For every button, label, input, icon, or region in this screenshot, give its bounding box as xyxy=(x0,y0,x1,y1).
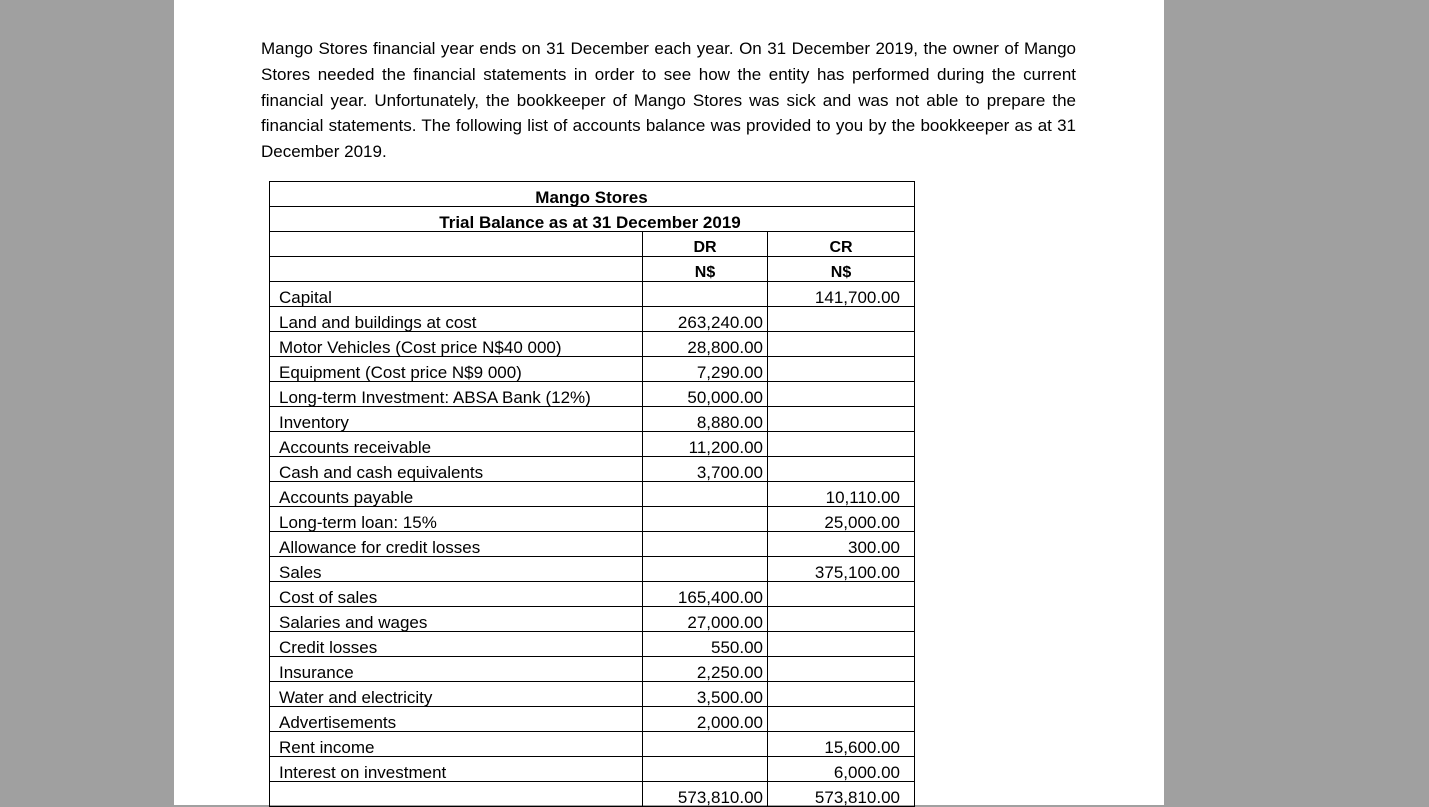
table-row xyxy=(270,382,915,407)
table-row xyxy=(270,657,915,682)
credit-amount: 10,110.00 xyxy=(768,482,915,507)
credit-amount: 15,600.00 xyxy=(768,732,915,757)
debit-amount: 28,800.00 xyxy=(643,332,768,357)
total-debit: 573,810.00 xyxy=(643,782,768,807)
account-name: Salaries and wages xyxy=(270,607,643,632)
document-page xyxy=(174,0,1164,805)
table-row xyxy=(270,607,915,632)
account-name: Long-term loan: 15% xyxy=(270,507,643,532)
credit-amount xyxy=(768,682,915,707)
debit-amount: 3,700.00 xyxy=(643,457,768,482)
account-name: Credit losses xyxy=(270,632,643,657)
credit-amount xyxy=(768,657,915,682)
debit-amount xyxy=(643,732,768,757)
credit-amount xyxy=(768,607,915,632)
table-row xyxy=(270,357,915,382)
credit-amount: 6,000.00 xyxy=(768,757,915,782)
debit-amount xyxy=(643,557,768,582)
account-name: Allowance for credit losses xyxy=(270,532,643,557)
subtitle-row xyxy=(270,207,915,232)
credit-amount xyxy=(768,407,915,432)
account-name: Capital xyxy=(270,282,643,307)
credit-amount xyxy=(768,632,915,657)
cr-currency: N$ xyxy=(768,257,915,282)
currency-blank xyxy=(270,257,643,282)
debit-amount xyxy=(643,757,768,782)
dr-header: DR xyxy=(643,232,768,257)
credit-amount: 375,100.00 xyxy=(768,557,915,582)
debit-amount: 165,400.00 xyxy=(643,582,768,607)
table-row xyxy=(270,632,915,657)
account-name: Equipment (Cost price N$9 000) xyxy=(270,357,643,382)
credit-amount: 300.00 xyxy=(768,532,915,557)
title-row xyxy=(270,182,915,207)
credit-amount: 25,000.00 xyxy=(768,507,915,532)
header-blank xyxy=(270,232,643,257)
debit-amount: 11,200.00 xyxy=(643,432,768,457)
table-row xyxy=(270,332,915,357)
trial-balance-table xyxy=(269,181,915,807)
credit-amount xyxy=(768,707,915,732)
table-row xyxy=(270,557,915,582)
account-name: Insurance xyxy=(270,657,643,682)
account-name: Land and buildings at cost xyxy=(270,307,643,332)
credit-amount xyxy=(768,382,915,407)
debit-amount: 3,500.00 xyxy=(643,682,768,707)
dr-currency: N$ xyxy=(643,257,768,282)
account-name: Cash and cash equivalents xyxy=(270,457,643,482)
total-row xyxy=(270,782,915,807)
debit-amount xyxy=(643,282,768,307)
credit-amount xyxy=(768,307,915,332)
intro-paragraph: Mango Stores financial year ends on 31 December each year. On 31 December 2019, the owner of Mango Stores needed the financial statements in order to see how the entity has performed during the current financial year. Unfortunately, the bookkeeper of Mango Stores was sick and was not able to prepare the financial statements. The following list of accounts balance was provided to you by the bookkeeper as at 31 December 2019. xyxy=(261,39,1076,162)
credit-amount xyxy=(768,582,915,607)
table-row xyxy=(270,582,915,607)
credit-amount xyxy=(768,432,915,457)
account-name: Interest on investment xyxy=(270,757,643,782)
account-name: Cost of sales xyxy=(270,582,643,607)
account-name: Inventory xyxy=(270,407,643,432)
account-name: Accounts payable xyxy=(270,482,643,507)
table-title: Mango Stores xyxy=(270,182,915,207)
total-label-blank xyxy=(270,782,643,807)
debit-amount: 50,000.00 xyxy=(643,382,768,407)
table-row xyxy=(270,532,915,557)
account-name: Accounts receivable xyxy=(270,432,643,457)
table-row xyxy=(270,707,915,732)
debit-amount xyxy=(643,507,768,532)
table-row xyxy=(270,407,915,432)
total-credit: 573,810.00 xyxy=(768,782,915,807)
credit-amount xyxy=(768,457,915,482)
table-row xyxy=(270,432,915,457)
debit-amount: 263,240.00 xyxy=(643,307,768,332)
table-row xyxy=(270,282,915,307)
table-row xyxy=(270,732,915,757)
debit-amount: 2,250.00 xyxy=(643,657,768,682)
table-row xyxy=(270,457,915,482)
table-row xyxy=(270,682,915,707)
account-name: Rent income xyxy=(270,732,643,757)
debit-amount: 8,880.00 xyxy=(643,407,768,432)
credit-amount xyxy=(768,332,915,357)
header-row xyxy=(270,232,915,257)
currency-row xyxy=(270,257,915,282)
credit-amount xyxy=(768,357,915,382)
account-name: Water and electricity xyxy=(270,682,643,707)
table-row xyxy=(270,757,915,782)
debit-amount xyxy=(643,532,768,557)
debit-amount: 550.00 xyxy=(643,632,768,657)
cr-header: CR xyxy=(768,232,915,257)
debit-amount: 27,000.00 xyxy=(643,607,768,632)
table-subtitle: Trial Balance as at 31 December 2019 xyxy=(270,207,915,232)
account-name: Motor Vehicles (Cost price N$40 000) xyxy=(270,332,643,357)
account-name: Advertisements xyxy=(270,707,643,732)
table-row xyxy=(270,507,915,532)
account-name: Long-term Investment: ABSA Bank (12%) xyxy=(270,382,643,407)
debit-amount: 2,000.00 xyxy=(643,707,768,732)
table-row xyxy=(270,482,915,507)
debit-amount xyxy=(643,482,768,507)
account-name: Sales xyxy=(270,557,643,582)
credit-amount: 141,700.00 xyxy=(768,282,915,307)
debit-amount: 7,290.00 xyxy=(643,357,768,382)
table-row xyxy=(270,307,915,332)
